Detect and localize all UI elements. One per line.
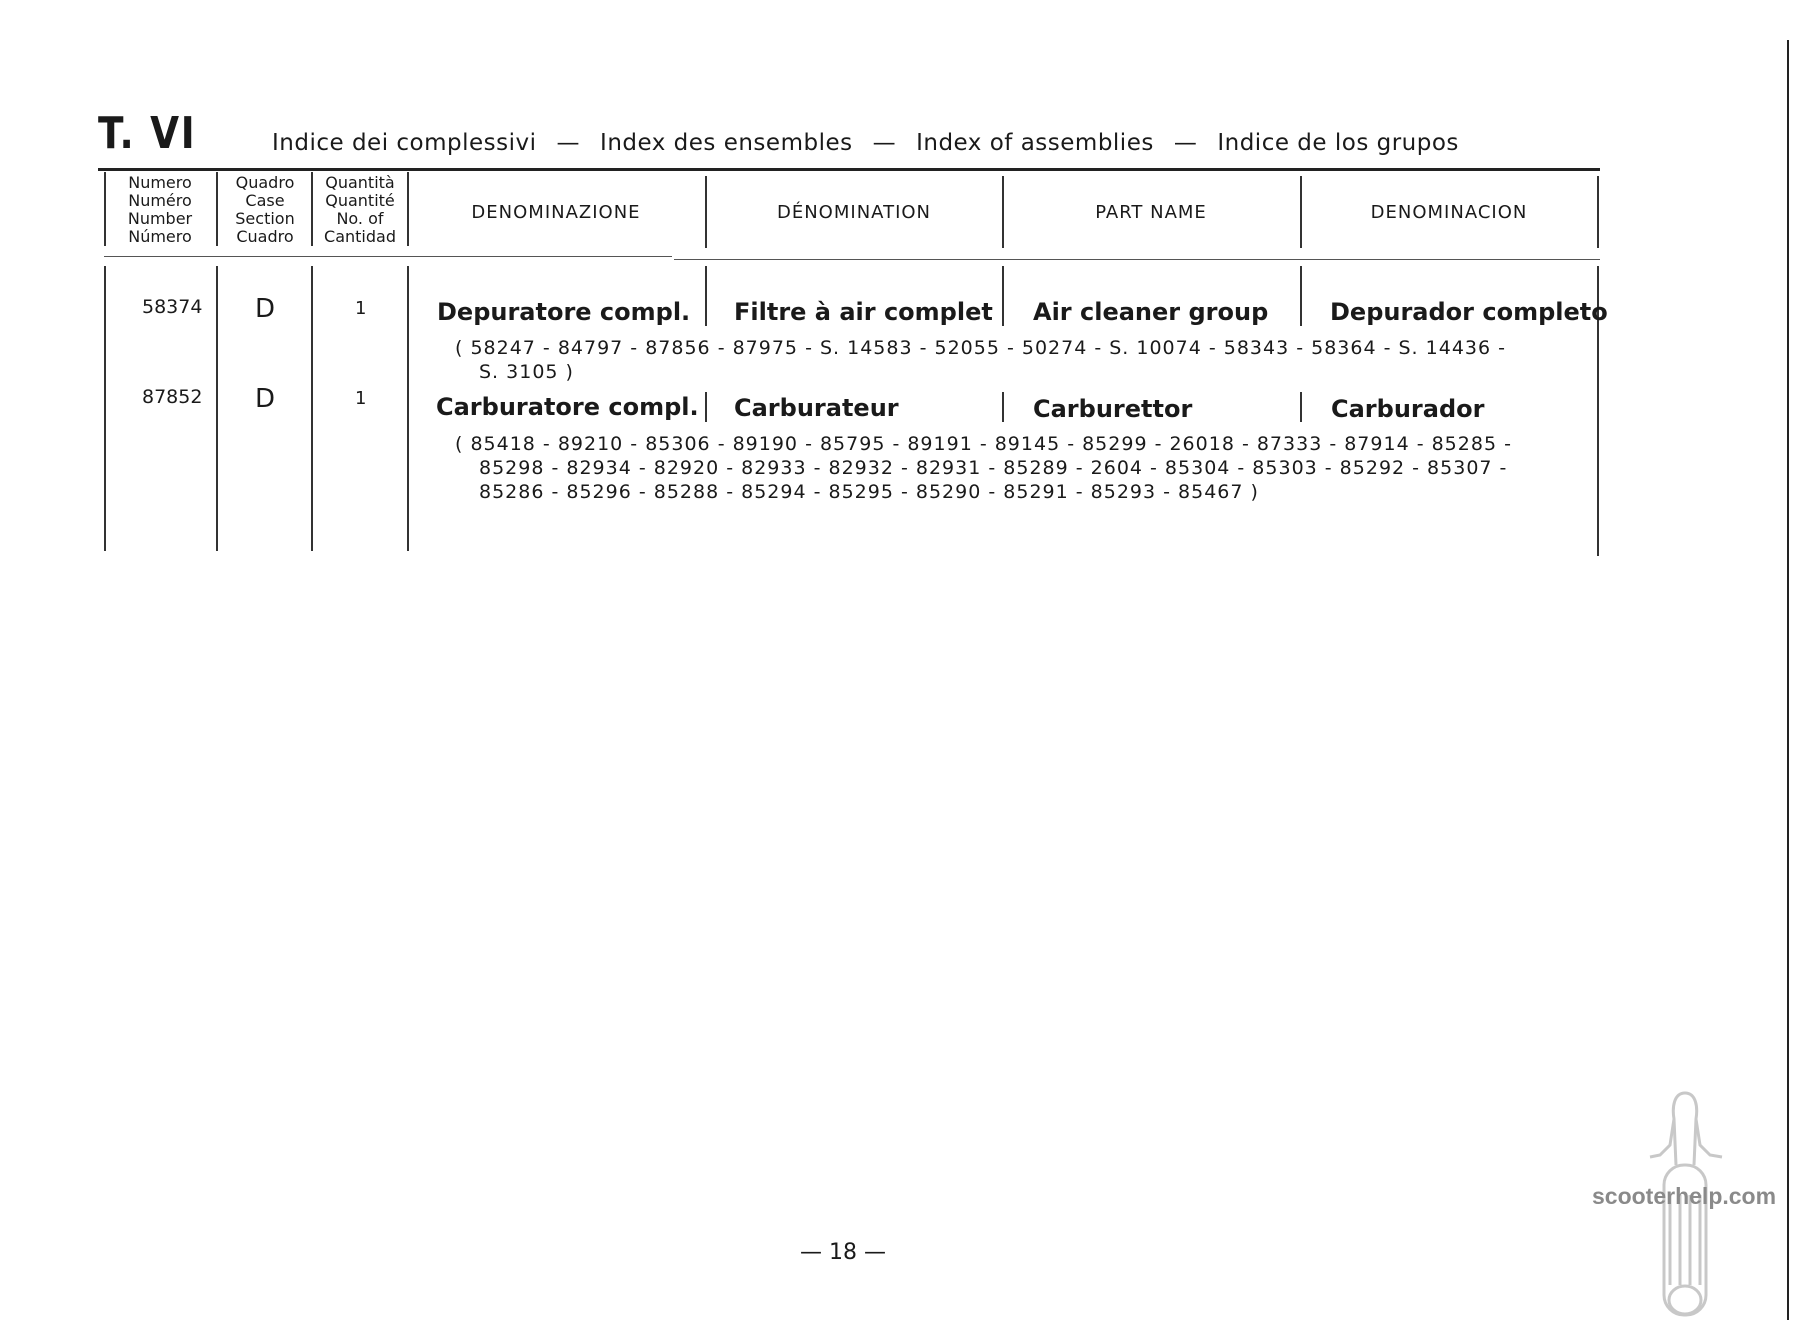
row-name-english: Carburettor — [1033, 395, 1193, 423]
row-case: D — [255, 384, 276, 414]
title-italian: Indice dei complessivi — [272, 130, 537, 156]
row-name-italian: Carburatore compl. — [436, 393, 699, 421]
index-title — [272, 130, 1459, 156]
row-name-spanish: Depurador completo — [1330, 298, 1608, 326]
row-name-english: Air cleaner group — [1033, 298, 1269, 326]
row-name-spanish: Carburador — [1331, 395, 1485, 423]
header-divider — [1002, 176, 1004, 248]
body-divider — [104, 266, 106, 551]
row-quantity: 1 — [355, 388, 367, 409]
body-divider — [1002, 266, 1004, 326]
table-code: T. VI — [98, 108, 197, 159]
header-denominazione: DENOMINAZIONE — [471, 202, 641, 223]
row-case: D — [255, 294, 276, 324]
title-separator: — — [556, 130, 581, 156]
header-divider — [1597, 176, 1599, 248]
header-denomination: DÉNOMINATION — [776, 202, 932, 223]
title-spanish: Indice de los grupos — [1217, 130, 1459, 156]
header-case: Quadro Case Section Cuadro — [235, 173, 295, 246]
header-quantity: Quantità Quantité No. of Cantidad — [324, 173, 396, 246]
header-divider — [311, 172, 313, 246]
header-divider — [104, 172, 106, 246]
body-divider — [705, 266, 707, 326]
body-divider — [311, 266, 313, 551]
header-rule-right — [674, 259, 1600, 260]
title-english: Index of assemblies — [916, 130, 1154, 156]
row-number: 58374 — [142, 296, 203, 318]
header-part-name: PART NAME — [1095, 202, 1207, 223]
page-number: — 18 — — [800, 1240, 886, 1265]
body-divider — [1002, 392, 1004, 422]
page-edge-line — [1787, 40, 1789, 1320]
header-divider — [216, 172, 218, 246]
header-rule — [104, 256, 672, 257]
title-separator: — — [1173, 130, 1198, 156]
title-rule — [98, 168, 1600, 171]
body-divider — [407, 266, 409, 551]
body-divider — [1300, 266, 1302, 326]
row-name-french: Filtre à air complet — [734, 298, 993, 326]
header-denominacion: DENOMINACION — [1370, 202, 1528, 223]
row-references: ( 58247 - 84797 - 87856 - 87975 - S. 14583 - 52055 - 50274 - S. 10074 - 58343 - 58364 - S. 14436 - S. 3105 ) — [455, 337, 1506, 383]
title-french: Index des ensembles — [600, 130, 853, 156]
header-divider — [407, 172, 409, 246]
row-number: 87852 — [142, 386, 203, 408]
body-divider — [705, 392, 707, 422]
body-divider — [216, 266, 218, 551]
title-separator: — — [872, 130, 897, 156]
row-name-italian: Depuratore compl. — [437, 298, 691, 326]
body-divider — [1300, 392, 1302, 422]
header-divider — [705, 176, 707, 248]
header-divider — [1300, 176, 1302, 248]
row-name-french: Carburateur — [734, 394, 899, 422]
watermark-text: scooterhelp.com — [1592, 1183, 1777, 1209]
row-references: ( 85418 - 89210 - 85306 - 89190 - 85795 - 89191 - 89145 - 85299 - 26018 - 87333 - 87914 - 85285 - 85298 - 82934 - 82920 - 82933 - 82932 - 82931 - 85289 - 2604 - 85304 - 85303 - 85292 - 85307 - 85286 - 85296 - 85288 - 85294 - 85295 - 85290 - 85291 - 85293 - 85467 ) — [455, 433, 1512, 503]
header-number: Numero Numéro Number Número — [127, 173, 193, 246]
row-quantity: 1 — [355, 298, 367, 319]
